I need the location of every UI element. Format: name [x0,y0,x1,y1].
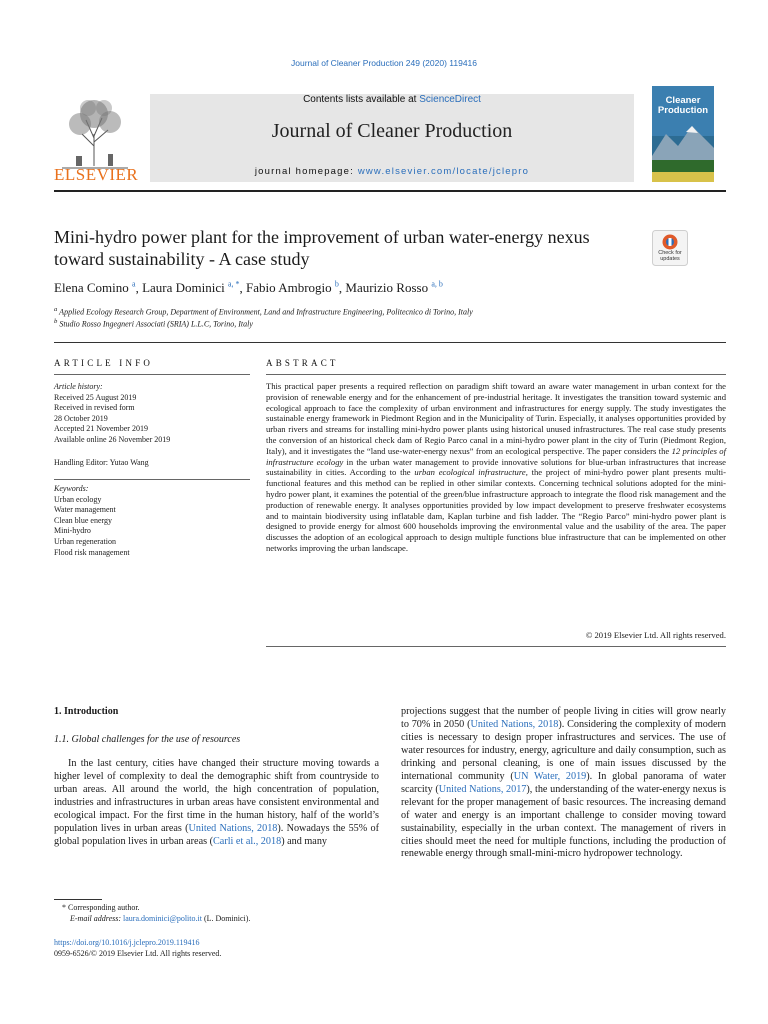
affiliation-mark: b [54,318,58,325]
history-label: Article history: [54,382,103,391]
subsection-heading: 1.1. Global challenges for the use of resources [54,734,241,745]
homepage-prefix: journal homepage: [254,166,358,177]
author-name: Elena Comino [54,280,129,296]
history-line: Available online 26 November 2019 [54,434,171,444]
citation-link[interactable]: United Nations, 2018 [470,718,559,730]
citation-link[interactable]: UN Water, 2019 [513,770,587,782]
cover-title-line2: Production [657,105,709,116]
author[interactable] [54,280,136,295]
author[interactable] [142,280,239,295]
doi-link[interactable]: https://doi.org/10.1016/j.jclepro.2019.119416 [54,938,200,947]
article-history [54,382,250,446]
affiliation [54,306,726,317]
abstract-text: This practical paper presents a required reflection on paradigm shift toward an aware water management in urban context for the provision of renewable energy and for the enhancement of pre-industrial heritage. It investigates the transition toward systemic and ecological approach to face the complexity of urban environment and infrastructures for energy supply. The study investigates the sustainable energy framework in Piedmont Region and in the Municipality of Turin. Especially, it analyses opportunities provided by urban rivers and streams for installing mini-hydro power plants using historical unused infrastructures. The real case study presents the conversion of an historical check dam of Regio Parco canal in a mini-hydro power plant in the city of Turin (Piedmont Region, Italy), and it investigates the “land use-water-energy nexus” from an ecological perspective. The paper considers the 12 principles of infrastructure ecology in the urban water management to provide innovative solutions for blue-urban infrastructures that increase sustainability in cities. According to the urban ecological infrastructure, the project of mini-hydro power plant presents multi-functional features and this method can be replied in other similar contexts. Concerning technical solutions adopted for the mini-hydro power plant, it examines the potential of the green/blue infrastructure approach to integrate the flood risk management and the production of renewable energy. It analyses opportunities provided by low impact development to preserve freshwater ecosystems and to maintain biodiversity using inflatable dam, Kaplan turbine and fish ladder. The “Regio Parco” mini-hydro power plant is designed to provide energy for almost 600 households improving the environmental value and the usability of the area. The paper discusses the adoption of an ecological approach to design multiple functions blue infrastructure that can be implemented on other networks improving the urban landscape. [266,381,727,553]
author-affil-mark[interactable]: a, b [431,280,443,289]
keyword: Urban ecology [54,494,102,504]
affiliation-text: Studio Rosso Ingegneri Associati (SRIA) L.L.C, Torino, Italy [57,319,253,329]
keyword: Clean blue energy [54,515,113,525]
abstract-bottom-rule [266,646,726,647]
contents-prefix: Contents lists available at [303,94,420,105]
author-affil-mark[interactable]: b [334,280,339,289]
email-suffix: (L. Dominici). [201,914,251,923]
cover-title [652,96,714,116]
abstract-copyright: © 2019 Elsevier Ltd. All rights reserved. [585,630,726,640]
publisher-wordmark: ELSEVIER [54,165,139,184]
handling-editor: Handling Editor: Yutao Wang [54,458,149,467]
body-paragraph-left: In the last century, cities have changed their structure moving towards a higher level of complexity to deal the demographic shift from countryside to urban areas. All around the world, the high concentration of population, industries and infrastructures in urban areas have consistent environmental and ecological impact. For the first time in the human history, half of the world’s population lives in urban areas (United Nations, 2018). Nowadays the 55% of global population lives in urban areas (Carli et al., 2018) and many [54,758,379,847]
article-title: Mini-hydro power plant for the improvement of urban water-energy nexus toward sustainability - A case study [54,227,590,269]
corresponding-author-note: * Corresponding author. [62,903,140,912]
abstract-heading: ABSTRACT [266,358,339,368]
author-name: Maurizio Rosso [345,280,429,296]
journal-reference[interactable]: Journal of Cleaner Production 249 (2020) 119416 [290,58,478,68]
affiliation [54,318,726,329]
email-link[interactable]: laura.dominici@polito.it [123,914,202,923]
author-separator: , [239,280,247,296]
keyword: Water management [54,505,116,515]
author-affil-mark[interactable]: a, * [227,280,240,289]
cover-title-line1: Cleaner [665,95,701,106]
keyword: Urban regeneration [54,536,116,546]
section-heading: 1. Introduction [54,706,119,717]
keywords-label: Keywords: [54,484,89,493]
journal-title: Journal of Cleaner Production [271,120,513,142]
keyword: Flood risk management [54,547,130,557]
header-rule [54,190,726,192]
affiliation-text: Applied Ecology Research Group, Department of Environment, Land and Infrastructure Engineering, Politecnico di Torino, Italy [57,307,473,317]
author-separator: , [135,280,143,296]
abstract-rule [266,374,726,375]
article-info-rule [54,374,250,375]
title-rule [54,342,726,343]
keyword: Mini-hydro [54,526,91,536]
crossmark-label[interactable]: Check for updates [658,250,682,262]
author-name: Fabio Ambrogio [246,280,332,296]
email-label: E-mail address: [70,914,124,923]
contents-line [150,94,634,105]
author[interactable] [246,280,339,295]
homepage-link[interactable]: www.elsevier.com/locate/jclepro [357,166,530,177]
citation-link[interactable]: United Nations, 2017 [438,783,527,795]
keywords [54,484,250,558]
body-paragraph-right: projections suggest that the number of people living in cities will grow nearly to 70% in 2050 (United Nations, 2018). Considering the complexity of modern cities is necessary to design proper infrastructures and services. The use of water resources for industry, energy, agriculture and daily consumption, such as drinking and personal cleaning, is one of main issues discussed by the international community (UN Water, 2019). In global panorama of water scarcity (United Nations, 2017), the understanding of the water-energy nexus is relevant for the proper management of basic resources. The increasing demand of water and energy is an important challenge to consider moving toward sustainability, especially in the urban context. The management of rivers in cities should meet the need for multiple functions, including the production of renewable energy through small-mini-micro hydropower technology. [401,706,726,860]
journal-homepage [150,166,634,177]
history-line: Received 25 August 2019 [54,392,137,402]
author-affil-mark[interactable]: a [132,280,136,289]
citation-link[interactable]: Carli et al., 2018 [213,835,282,847]
citation-link[interactable]: United Nations, 2018 [188,822,278,834]
issn-rights: 0959-6526/© 2019 Elsevier Ltd. All rights reserved. [54,949,222,958]
author-list [54,280,726,296]
history-line: Received in revised form [54,403,135,413]
affiliation-mark: a [54,306,58,313]
author-separator: , [338,280,346,296]
history-line: Accepted 21 November 2019 [54,424,148,434]
footnote-rule [54,899,102,900]
keywords-rule [54,479,250,480]
article-info-heading: ARTICLE INFO [54,358,154,368]
author-name: Laura Dominici [142,280,225,296]
history-line: 28 October 2019 [54,413,108,423]
sciencedirect-link[interactable]: ScienceDirect [419,94,481,105]
email-note [70,914,250,923]
author[interactable] [345,280,443,295]
